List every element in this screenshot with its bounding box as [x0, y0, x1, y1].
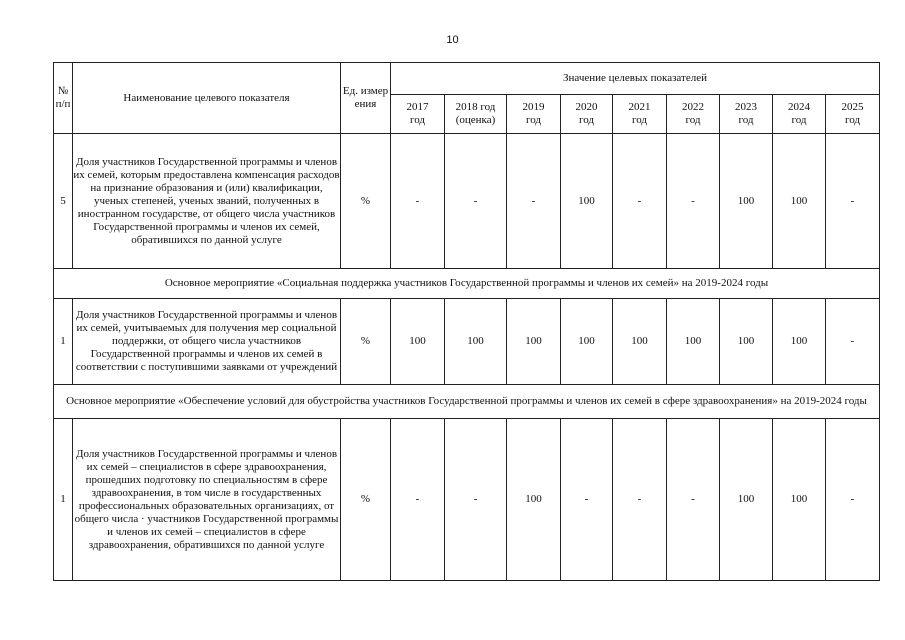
header-row-number: № п/п [54, 63, 73, 134]
indicator-value: - [445, 134, 507, 269]
section-title: Основное мероприятие «Социальная поддержка участников Государственной программы и членов их семей» на 2019-2024 годы [54, 269, 880, 299]
indicator-value: 100 [773, 134, 826, 269]
header-year [720, 95, 773, 134]
header-year-note: год [685, 114, 701, 126]
header-year [561, 95, 613, 134]
header-year-label: 2022 [682, 101, 704, 113]
indicator-value: - [826, 134, 880, 269]
indicator-value: - [826, 419, 880, 581]
indicator-value: - [391, 419, 445, 581]
indicator-unit: % [341, 299, 391, 385]
indicator-value: 100 [391, 299, 445, 385]
indicator-value: - [826, 299, 880, 385]
indicator-value: 100 [613, 299, 667, 385]
indicator-name: Доля участников Государственной программы и членов их семей, учитываемых для получения мер социальной поддержки, от общего числа участников Государственной программы и членов их семей в соответствии с поступившими заявками от учреждений [73, 299, 341, 385]
indicator-unit: % [341, 134, 391, 269]
header-indicator-name: Наименование целевого показателя [73, 63, 341, 134]
header-year [826, 95, 880, 134]
indicator-value: - [667, 419, 720, 581]
header-year-note: год [631, 114, 648, 126]
indicator-value: 100 [720, 134, 773, 269]
indicator-value: 100 [561, 134, 613, 269]
header-year-note: год [578, 114, 595, 126]
indicator-value: - [391, 134, 445, 269]
header-year-label: 2025 [841, 101, 864, 113]
header-year-note: год [525, 114, 542, 126]
row-number: 5 [54, 134, 73, 269]
indicator-value: - [613, 419, 667, 581]
indicator-value: 100 [773, 299, 826, 385]
header-year-label: 2024 [788, 101, 810, 113]
row-number: 1 [54, 419, 73, 581]
header-year-note: год [409, 114, 426, 126]
header-year-label: 2017 [406, 101, 429, 113]
header-year [613, 95, 667, 134]
indicator-row [54, 419, 880, 581]
indicator-value: 100 [507, 299, 561, 385]
header-year-note: год [738, 114, 754, 126]
header-target-values: Значение целевых показателей [391, 63, 880, 95]
header-year-label: 2018 год [455, 101, 496, 113]
indicator-value: - [445, 419, 507, 581]
header-year-note: год [791, 114, 807, 126]
indicator-value: - [507, 134, 561, 269]
indicator-value: 100 [720, 299, 773, 385]
indicator-name: Доля участников Государственной программы и членов их семей, которым предоставлена компенсация расходов на признание образования и (или) квалификации, ученых степеней, ученых званий, полученных в иностранном государстве, от общего числа участников Государственной программы и членов их семей, обратившихся по данной услуге [73, 134, 341, 269]
section-title: Основное мероприятие «Обеспечение условий для обустройства участников Государственной программы и членов их семей в сфере здравоохранения» на 2019-2024 годы [54, 385, 880, 419]
indicator-row [54, 134, 880, 269]
indicator-value: - [561, 419, 613, 581]
header-year-label: 2021 [628, 101, 651, 113]
header-year [773, 95, 826, 134]
row-number: 1 [54, 299, 73, 385]
header-year [507, 95, 561, 134]
section-row [54, 269, 880, 299]
header-unit: Ед. измер ения [341, 63, 391, 134]
header-year-label: 2023 [735, 101, 757, 113]
target-indicators-table [53, 62, 880, 581]
indicator-value: - [613, 134, 667, 269]
indicator-value: 100 [667, 299, 720, 385]
indicator-value: 100 [773, 419, 826, 581]
indicator-row [54, 299, 880, 385]
header-year [667, 95, 720, 134]
indicator-value: 100 [445, 299, 507, 385]
indicator-value: - [667, 134, 720, 269]
indicator-unit: % [341, 419, 391, 581]
section-row [54, 385, 880, 419]
indicator-value: 100 [561, 299, 613, 385]
indicator-value: 100 [720, 419, 773, 581]
header-year-note: год [844, 114, 861, 126]
indicator-value: 100 [507, 419, 561, 581]
header-year-label: 2020 [575, 101, 598, 113]
header-year [391, 95, 445, 134]
page-number: 10 [446, 34, 459, 46]
header-year-note: (оценка) [455, 114, 496, 126]
header-year-label: 2019 [522, 101, 545, 113]
indicator-name: Доля участников Государственной программы и членов их семей – специалистов в сфере здравоохранения, прошедших подготовку по специальностям в сфере здравоохранения, в том числе в государственных профессиональных образовательных организациях, от общего числа · участников Государственной программы и членов их семей – специалистов в сфере здравоохранения, обратившихся по данной услуге [73, 419, 341, 581]
header-year [445, 95, 507, 134]
